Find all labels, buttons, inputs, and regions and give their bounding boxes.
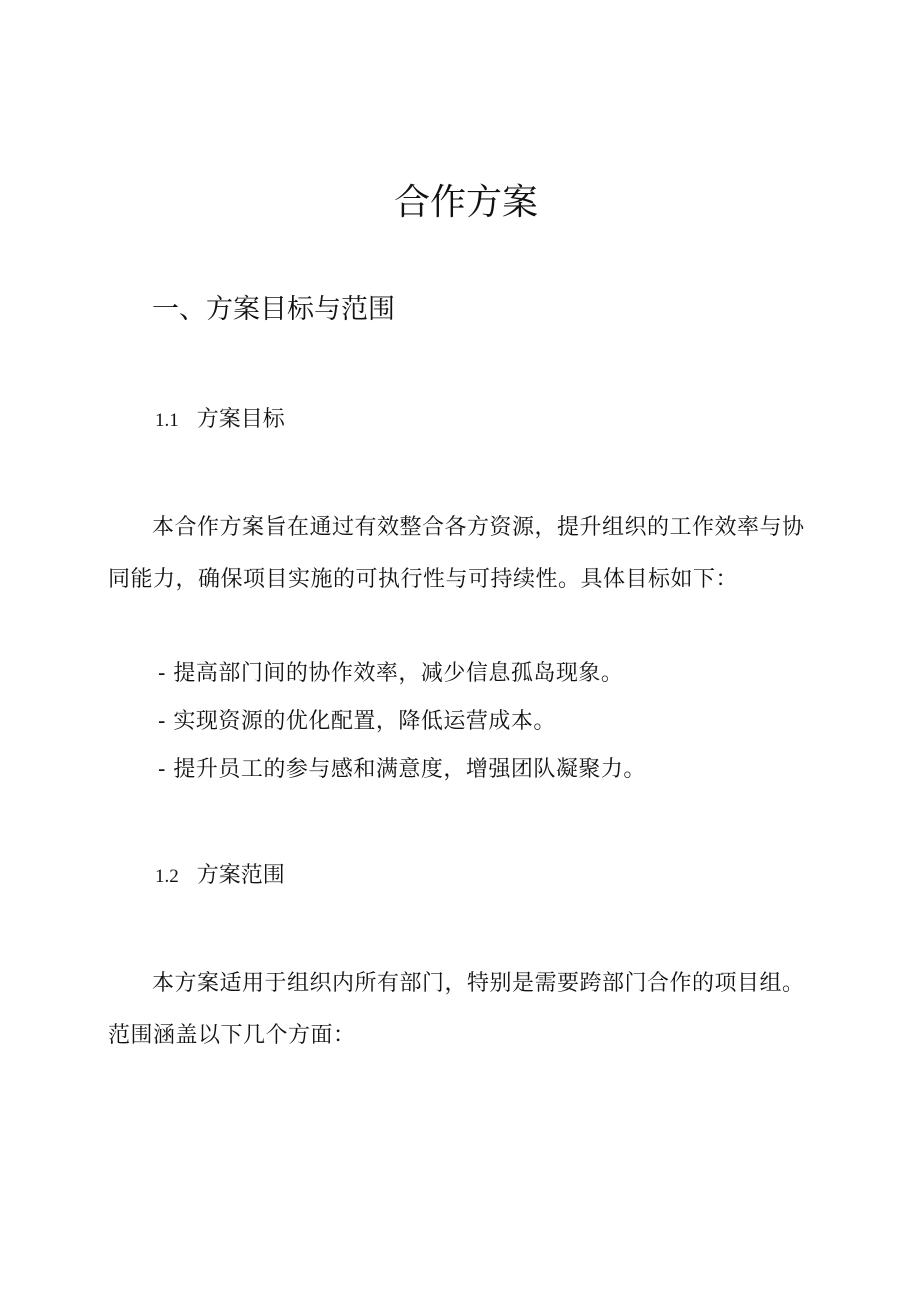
- list-item: - 提高部门间的协作效率，减少信息孤岛现象。: [158, 661, 624, 686]
- subsection-heading-1-1: [155, 404, 285, 437]
- scope-paragraph: 本方案适用于组织内所有部门，特别是需要跨部门合作的项目组。范围涵盖以下几个方面：: [108, 971, 805, 1048]
- goal-list: [158, 650, 646, 794]
- goal-paragraph: 本合作方案旨在通过有效整合各方资源，提升组织的工作效率与协同能力，确保项目实施的可执行性与可持续性。具体目标如下：: [108, 515, 805, 592]
- subsection-title: 方案范围: [196, 863, 285, 888]
- subsection-number: 1.1: [155, 410, 179, 431]
- subsection-title: 方案目标: [196, 407, 285, 432]
- subsection-heading-1-2: [155, 860, 285, 893]
- subsection-number: 1.2: [155, 866, 179, 887]
- document-title: 合作方案: [393, 182, 538, 223]
- list-item: - 实现资源的优化配置，降低运营成本。: [158, 709, 556, 734]
- list-item: - 提升员工的参与感和满意度，增强团队凝聚力。: [158, 757, 646, 782]
- section-heading: 一、方案目标与范围: [152, 294, 395, 325]
